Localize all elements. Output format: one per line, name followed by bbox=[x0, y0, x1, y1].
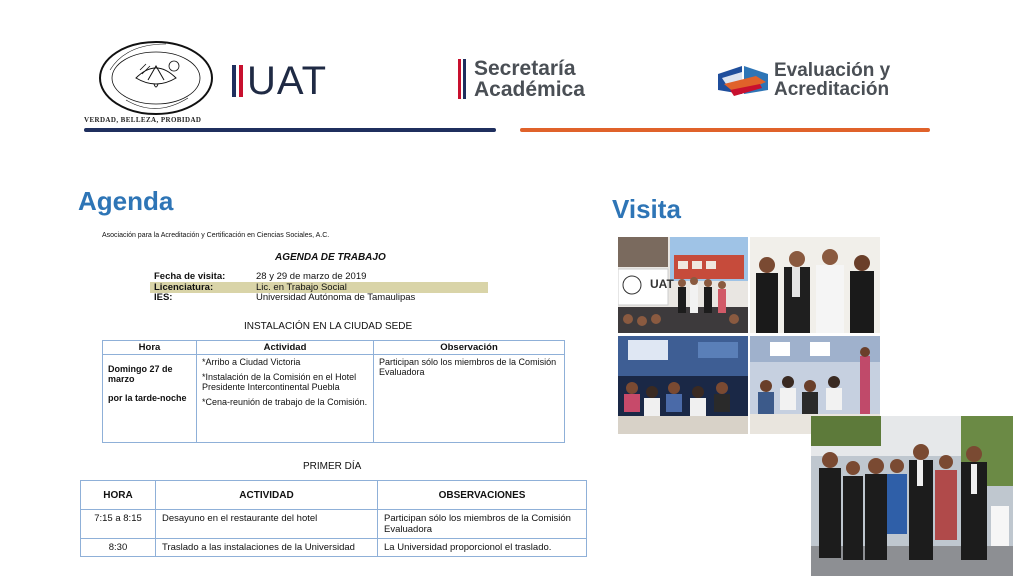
info-row-ies bbox=[154, 292, 415, 303]
header-divider-orange bbox=[520, 128, 930, 132]
observacion-cell bbox=[374, 355, 565, 443]
open-book-icon bbox=[716, 60, 770, 100]
sede-section-title: INSTALACIÓN EN LA CIUDAD SEDE bbox=[244, 321, 413, 332]
hora-line: por la tarde-noche bbox=[108, 393, 187, 403]
actividad-cell bbox=[197, 355, 374, 443]
column-header: Actividad bbox=[197, 341, 374, 355]
info-label: IES: bbox=[154, 292, 173, 303]
secretaria-logo-bars bbox=[458, 59, 466, 99]
column-header: OBSERVACIONES bbox=[378, 481, 587, 510]
info-value: 28 y 29 de marzo de 2019 bbox=[256, 271, 367, 282]
column-header: Hora bbox=[103, 341, 197, 355]
hora-cell: 8:30 bbox=[81, 539, 156, 557]
column-header: ACTIVIDAD bbox=[156, 481, 378, 510]
visit-photo-classroom bbox=[618, 336, 748, 434]
visit-photo-group bbox=[750, 237, 880, 333]
actividad-cell: Traslado a las instalaciones de la Universidad bbox=[156, 539, 378, 557]
info-value: Universidad Autónoma de Tamaulipas bbox=[256, 292, 416, 303]
actividad-item: *Cena-reunión de trabajo de la Comisión. bbox=[202, 397, 368, 407]
primer-dia-title: PRIMER DÍA bbox=[303, 461, 362, 472]
association-name: Asociación para la Acreditación y Certificación en Ciencias Sociales, A.C. bbox=[102, 232, 330, 239]
actividad-item: *Instalación de la Comisión en el Hotel Presidente Intercontinental Puebla bbox=[202, 372, 357, 392]
info-row-fecha bbox=[154, 271, 366, 282]
photo-sign-text: UAT bbox=[650, 277, 674, 291]
table-header-row bbox=[103, 341, 565, 355]
observaciones-cell: Participan sólo los miembros de la Comisión Evaluadora bbox=[378, 510, 587, 539]
university-motto: VERDAD, BELLEZA, PROBIDAD bbox=[84, 116, 202, 124]
visita-heading: Visita bbox=[612, 194, 681, 224]
primer-dia-table bbox=[80, 480, 587, 557]
actividad-cell: Desayuno en el restaurante del hotel bbox=[156, 510, 378, 539]
uat-logo-text: UAT bbox=[247, 59, 328, 103]
info-label: Fecha de visita: bbox=[154, 271, 226, 282]
actividad-item: *Arribo a Ciudad Victoria bbox=[202, 357, 301, 367]
hora-cell bbox=[103, 355, 197, 443]
sede-table bbox=[102, 340, 565, 443]
info-value: Lic. en Trabajo Social bbox=[256, 282, 347, 293]
header-divider-navy bbox=[84, 128, 496, 132]
table-header-row bbox=[81, 481, 587, 510]
hora-cell: 7:15 a 8:15 bbox=[81, 510, 156, 539]
evaluacion-line2: Acreditación bbox=[774, 79, 890, 100]
column-header: Observación bbox=[374, 341, 565, 355]
column-header: HORA bbox=[81, 481, 156, 510]
table-row bbox=[81, 510, 587, 539]
agenda-title: AGENDA DE TRABAJO bbox=[275, 252, 386, 263]
visit-photo-group-commission bbox=[811, 416, 1013, 576]
observaciones-cell: La Universidad proporcionol el traslado. bbox=[378, 539, 587, 557]
info-label: Licenciatura: bbox=[154, 282, 214, 293]
evaluacion-acreditacion-logo bbox=[716, 60, 890, 100]
uat-logo bbox=[232, 60, 327, 102]
table-row bbox=[81, 539, 587, 557]
uat-logo-bars bbox=[232, 65, 243, 97]
secretaria-line1: Secretaría bbox=[474, 57, 576, 80]
secretaria-academica-logo bbox=[458, 58, 585, 100]
secretaria-line2: Académica bbox=[474, 78, 585, 101]
visit-photo-collage bbox=[618, 237, 748, 333]
university-seal-logo bbox=[96, 40, 216, 116]
agenda-heading: Agenda bbox=[78, 186, 174, 216]
table-row bbox=[103, 355, 565, 443]
hora-line: Domingo 27 de marzo bbox=[108, 364, 173, 384]
observacion-text: Participan sólo los miembros de la Comisión Evaluadora bbox=[379, 357, 557, 377]
evaluacion-line1: Evaluación y bbox=[774, 60, 891, 81]
